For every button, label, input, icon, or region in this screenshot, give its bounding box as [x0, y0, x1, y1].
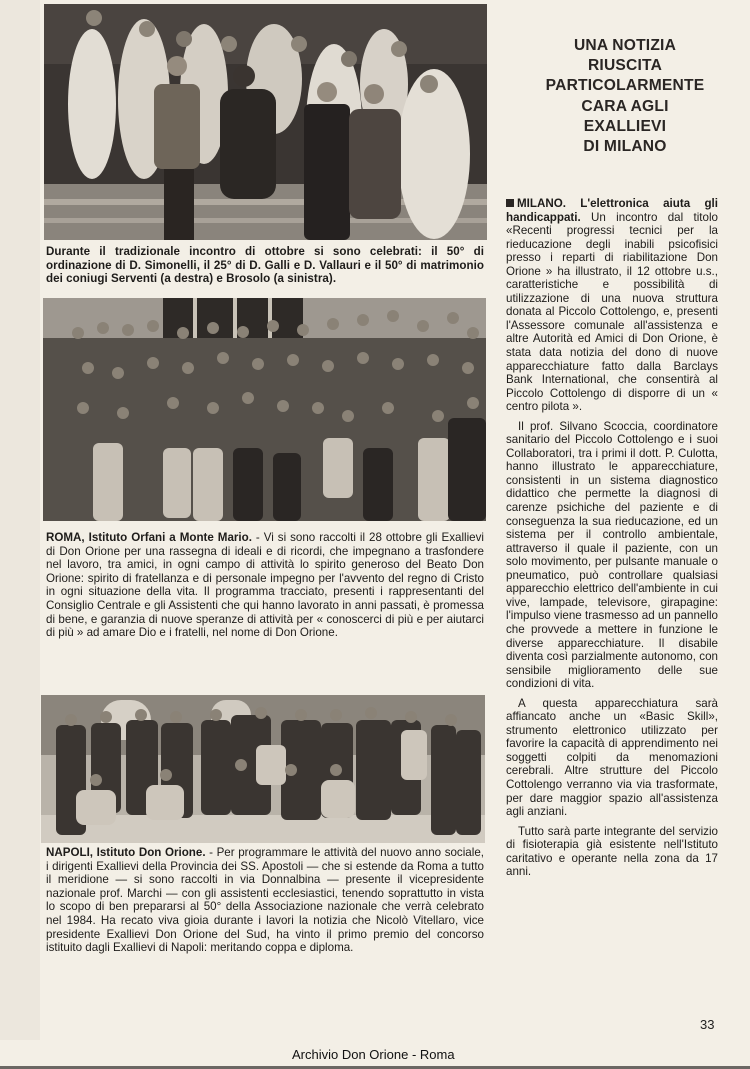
napoli-article — [46, 846, 484, 955]
photo-roma-group — [43, 298, 486, 521]
roma-article — [46, 531, 484, 640]
article-paragraph: Il prof. Silvano Scoccia, coordinatore sanitario del Piccolo Cottolengo e i suoi Collaboratori, tra i primi il dott. P. Culotta, hanno illustrato le apparecchiature, consistenti in un sistema diagnostico didattico che permette la diagnosi di carenze psichiche del paziente e di conseguenza la sua rieducazione, ed un sistema per il controllo ambientale, attraverso il quale il paziente, con un solo movimento, per pulsante manuale o pneumatico, può controllare qualsiasi apparecchio elettrico dell'ambiente in cui vive, lampade, televisore, girapagine: l'impulso viene trasmesso ad un pannello che provvede a mettere in funzione le diverse apparecchiature. Il disabile diventa così parzialmente autonomo, con sensibile miglioramento delle sue condizioni di vita. — [506, 419, 718, 691]
headline-line: RIUSCITA — [587, 57, 663, 75]
page-margin — [0, 0, 40, 1069]
roma-article-lead: ROMA, Istituto Orfani a Monte Mario. — [46, 531, 252, 544]
photo-napoli-group — [41, 695, 485, 843]
milano-headline-block — [506, 36, 718, 157]
headline-line: EXALLIEVI — [583, 117, 667, 135]
headline-line: DI MILANO — [583, 138, 667, 156]
page-number: 33 — [700, 1017, 715, 1032]
headline-line: UNA NOTIZIA — [573, 37, 677, 54]
article-headline — [520, 36, 730, 157]
photo-caption-celebration: Durante il tradizionale incontro di ottobre si sono celebrati: il 50° di ordinazione di D. Simonelli, il 25° di D. Galli e D. Vallauri e il 50° di matrimonio dei coniugi Serventi (a destra) e Brosolo (a sinistra). — [46, 245, 484, 286]
headline-line: PARTICOLARMENTE — [545, 77, 705, 95]
article-paragraph — [506, 197, 718, 414]
footer-archive-label: Archivio Don Orione - Roma — [292, 1047, 455, 1062]
bullet-square-icon — [506, 199, 514, 207]
article-paragraph: Tutto sarà parte integrante del servizio di fisioterapia già esistente nell'Istituto caritativo e operante nella zona da 17 anni. — [506, 824, 718, 879]
headline-line: CARA AGLI — [581, 97, 669, 115]
article-paragraph-text: Un incontro dal titolo «Recenti progressi tecnici per la rieducazione degli inabili psicofisici presso i reparti di riabilitazione Don Orione » ha illustrato, il 12 ottobre u.s., caratteristiche e possibilità di utilizzazione di una nuova struttura donata al Piccolo Cottolengo, e, presenti l'Assessore comunale all'assistenza e altre Autorità ed Amici di Don Orione, è stata data notizia del dono di nuove apparecchiature fatto dalla Barclays Bank International, che consentirà al Piccolo Cottolengo di disporre di un « centro pilota ». — [506, 210, 718, 414]
article-paragraph: A questa apparecchiatura sarà affiancato anche un «Basic Skill», strumento elettronico utilizzato per favorire la capacità di apprendimento nei soggetti colpiti da menomazioni cerebrali. Altre strutture del Piccolo Cottolengo verranno via via trasformate, per dare maggior spazio all'assistenza agli anziani. — [506, 696, 718, 819]
photo-celebration-group — [44, 4, 487, 240]
napoli-article-body: - Per programmare le attività del nuovo anno sociale, i dirigenti Exallievi della Provincia dei SS. Apostoli — che si estende da Roma a tutto il meridione — si sono raccolti in via Donnalbina — presente il vicepresidente nazionale prof. Marchi — con gli assistenti ecclesiastici, tenendo soprattutto in vista lo scopo di ben prepararsi al 50° della Associazione nazionale che verrà celebrato nel 1984. Ha recato viva gioia durante i lavori la notizia che Nicolò Vitellaro, vice presidente Exallievi Don Orione del Sud, ha vinto il primo premio del concorso istituito dagli Exallievi di Napoli: meritando coppa e diploma. — [46, 846, 484, 955]
napoli-article-lead: NAPOLI, Istituto Don Orione. — [46, 846, 206, 859]
roma-article-body: - Vi si sono raccolti il 28 ottobre gli Exallievi di Don Orione per una rassegna di ideali e di ricordi, che impegnano a trasfondere nel lavoro, tra amici, in ogni campo di attività lo spirito generoso del Beato Don Orione: spirito di fratellanza e di personale impegno per l'avvento del regno di Cristo in ogni situazione della vita. Il programma tracciato, presenti i rappresentanti del Consiglio Centrale e gli Assistenti che qui hanno lavorato in anni passati, è promessa di bene, e garanzia di nuove speranze di attività per « conoscerci di più e per aiutarci di più » ad amare Dio e i fratelli, nel nome di Don Orione. — [46, 531, 484, 640]
milano-article-body — [506, 197, 718, 885]
article-lead: MILANO. L'elettronica aiuta gli handicappati. — [506, 197, 718, 224]
